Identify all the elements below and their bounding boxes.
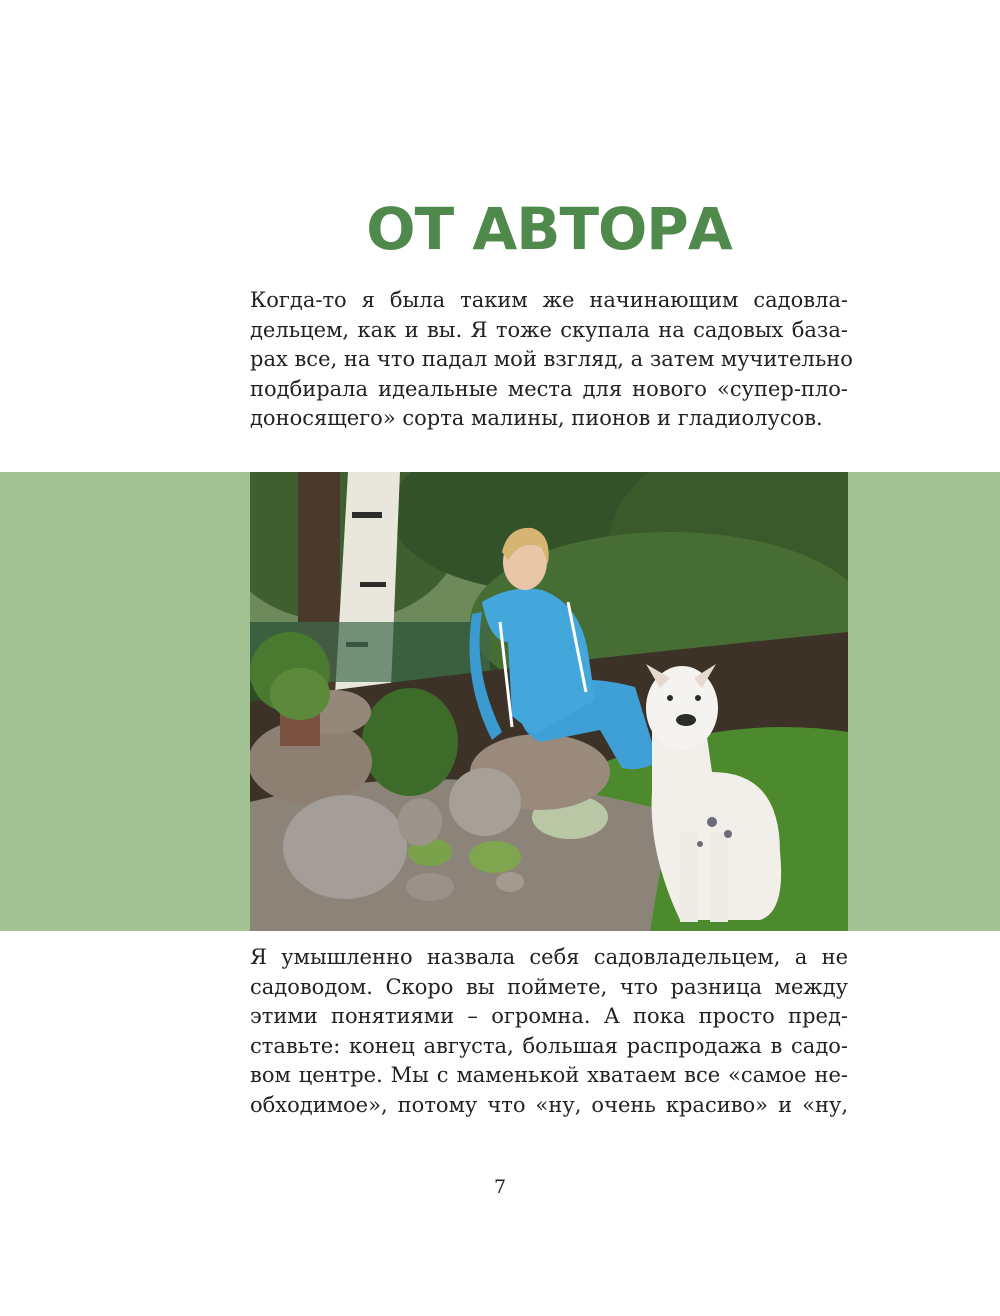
text-line: рах все, на что падал мой взгляд, а затем мучительно	[250, 347, 853, 372]
page-title: ОТ АВТОРА	[366, 195, 732, 263]
text-line: ставьте: конец августа, большая распродажа в садо-	[250, 1033, 848, 1058]
author-photo	[250, 472, 848, 931]
page-number: 7	[493, 1176, 507, 1198]
text-line: Я умышленно назвала себя садовладельцем, а не	[250, 945, 848, 969]
text-line: садоводом. Скоро вы поймете, что разница между	[250, 974, 848, 999]
body-paragraph	[250, 943, 848, 1121]
text-line: вом центре. Мы с маменькой хватаем все «самое не-	[250, 1063, 848, 1088]
text-line: дельцем, как и вы. Я тоже скупала на садовых база-	[250, 317, 848, 342]
text-line: обходимое», потому что «ну, очень красиво» и «ну,	[250, 1092, 848, 1117]
intro-paragraph	[250, 286, 853, 434]
text-line: этими понятиями – огромна. А пока просто пред-	[250, 1004, 848, 1029]
text-line: доносящего» сорта малины, пионов и гладиолусов.	[250, 406, 823, 431]
text-line: подбирала идеальные места для нового «супер-пло-	[250, 376, 848, 401]
text-line: Когда-то я была таким же начинающим садовла-	[250, 288, 848, 312]
